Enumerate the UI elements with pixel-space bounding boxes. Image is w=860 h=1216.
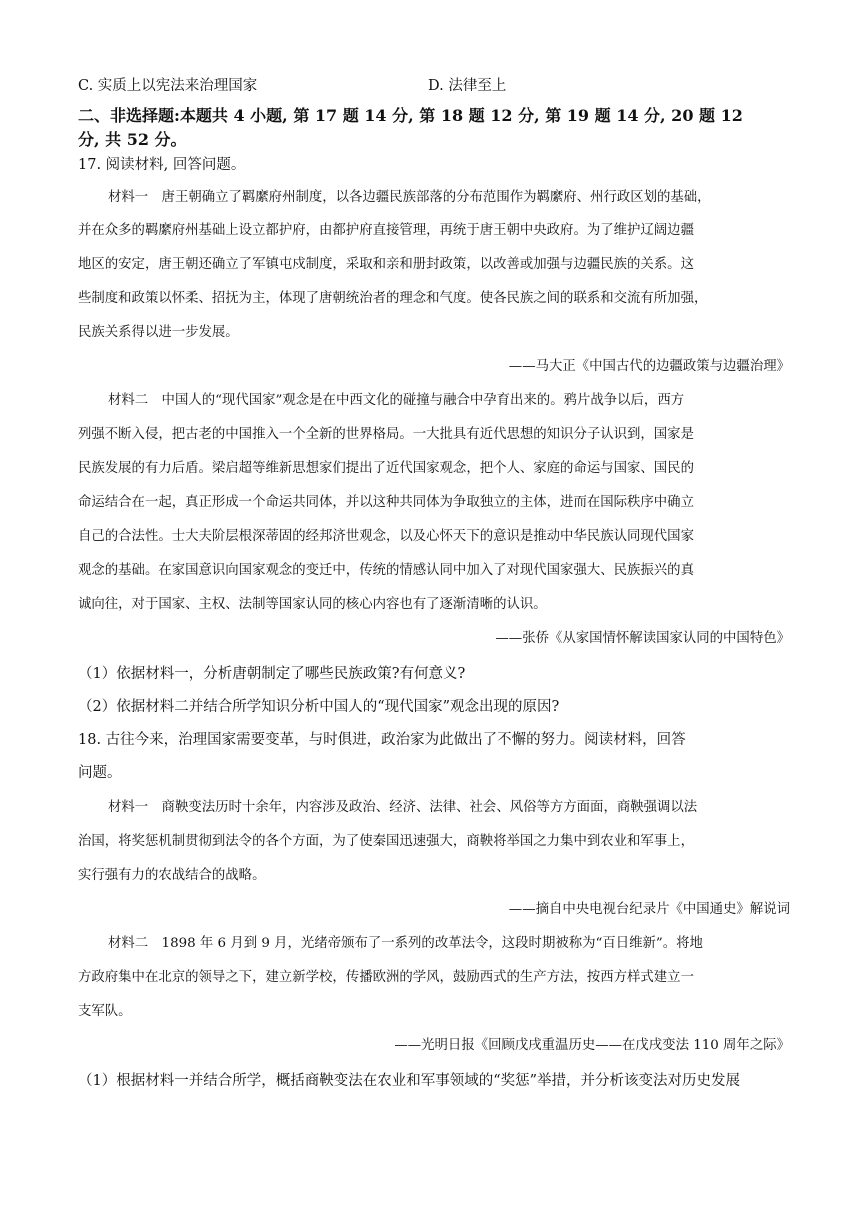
option-c: C. 实质上以宪法来治理国家 — [78, 78, 258, 94]
q18-source2: ——光明日报《回顾戊戌重温历史——在戊戌变法 110 周年之际》 — [394, 1038, 790, 1053]
q18-source1: ——摘自中央电视台纪录片《中国通史》解说词 — [508, 902, 790, 917]
q17-source1: ——马大正《中国古代的边疆政策与边疆治理》 — [508, 359, 790, 374]
q18-material1-line: 实行强有力的农战结合的战略。 — [78, 868, 266, 883]
q17-material2-line: 自己的合法性。士大夫阶层根深蒂固的经邦济世观念，以及心怀天下的意识是推动中华民族认同现代国家 — [78, 529, 694, 544]
q17-material1-line: 并在众多的羁縻府州基础上设立都护府，由都护府直接管理，再统于唐王朝中央政府。为了维护辽阔边疆 — [78, 223, 694, 238]
q17-material1-line: 地区的安定，唐王朝还确立了军镇屯戍制度，采取和亲和册封政策，以改善或加强与边疆民族的关系。这 — [78, 257, 694, 272]
q17-sub1: （1）依据材料一，分析唐朝制定了哪些民族政策?有何意义? — [78, 666, 466, 682]
q17-material2-line: 民族发展的有力后盾。梁启超等维新思想家们提出了近代国家观念，把个人、家庭的命运与国家、国民的 — [78, 461, 694, 476]
q18-prompt-line2: 问题。 — [78, 765, 122, 781]
q18-sub1: （1）根据材料一并结合所学，概括商鞅变法在农业和军事领域的“奖惩”举措，并分析该变法对历史发展 — [78, 1073, 741, 1089]
q17-material2-line: 命运结合在一起，真正形成一个命运共同体，并以这种共同体为争取独立的主体，进而在国际秩序中确立 — [78, 495, 694, 510]
section-heading-line2: 分, 共 52 分。 — [78, 130, 187, 149]
q17-material1-line: 民族关系得以进一步发展。 — [78, 325, 239, 340]
q18-material2-line: 支军队。 — [78, 1004, 132, 1019]
q18-material2-line: 材料二 1898 年 6 月到 9 月，光绪帝颁布了一系列的改革法令，这段时期被称为“百日维新”。将地 — [108, 936, 703, 951]
q18-material2-line: 方政府集中在北京的领导之下，建立新学校，传播欧洲的学风，鼓励西式的生产方法，按西方样式建立一 — [78, 970, 694, 985]
q17-material2-line: 列强不断入侵，把古老的中国推入一个全新的世界格局。一大批具有近代思想的知识分子认识到，国家是 — [78, 427, 694, 442]
q17-prompt: 17. 阅读材料, 回答问题。 — [78, 157, 246, 173]
q17-material1-line: 材料一 唐王朝确立了羁縻府州制度，以各边疆民族部落的分布范围作为羁縻府、州行政区划的基础， — [108, 190, 711, 205]
q18-prompt-line1: 18. 古往今来，治理国家需要变革，与时俱进，政治家为此做出了不懈的努力。阅读材料，回答 — [78, 732, 686, 748]
q17-source2: ——张侨《从家国情怀解读国家认同的中国特色》 — [495, 631, 790, 646]
q18-material1-line: 治国，将奖惩机制贯彻到法令的各个方面，为了使秦国迅速强大，商鞅将举国之力集中到农业和军事上， — [78, 834, 694, 849]
q17-sub2: （2）依据材料二并结合所学知识分析中国人的“现代国家”观念出现的原因? — [78, 699, 560, 715]
q18-material1-line: 材料一 商鞅变法历时十余年，内容涉及政治、经济、法律、社会、风俗等方方面面，商鞅强调以法 — [108, 800, 698, 815]
q17-material1-line: 些制度和政策以怀柔、招抚为主，体现了唐朝统治者的理念和气度。使各民族之间的联系和交流有所加强， — [78, 291, 708, 306]
q17-material2-line: 诚向往，对于国家、主权、法制等国家认同的核心内容也有了逐渐清晰的认识。 — [78, 597, 547, 612]
section-heading-line1: 二、非选择题:本题共 4 小题, 第 17 题 14 分, 第 18 题 12 分, 第 19 题 14 分, 20 题 12 — [78, 106, 743, 125]
q17-material2-line: 材料二 中国人的“现代国家”观念是在中西文化的碰撞与融合中孕育出来的。鸦片战争以后，西方 — [108, 393, 685, 408]
option-d: D. 法律至上 — [428, 78, 507, 94]
q17-material2-line: 观念的基础。在家国意识向国家观念的变迁中，传统的情感认同中加入了对现代国家强大、民族振兴的真 — [78, 563, 694, 578]
